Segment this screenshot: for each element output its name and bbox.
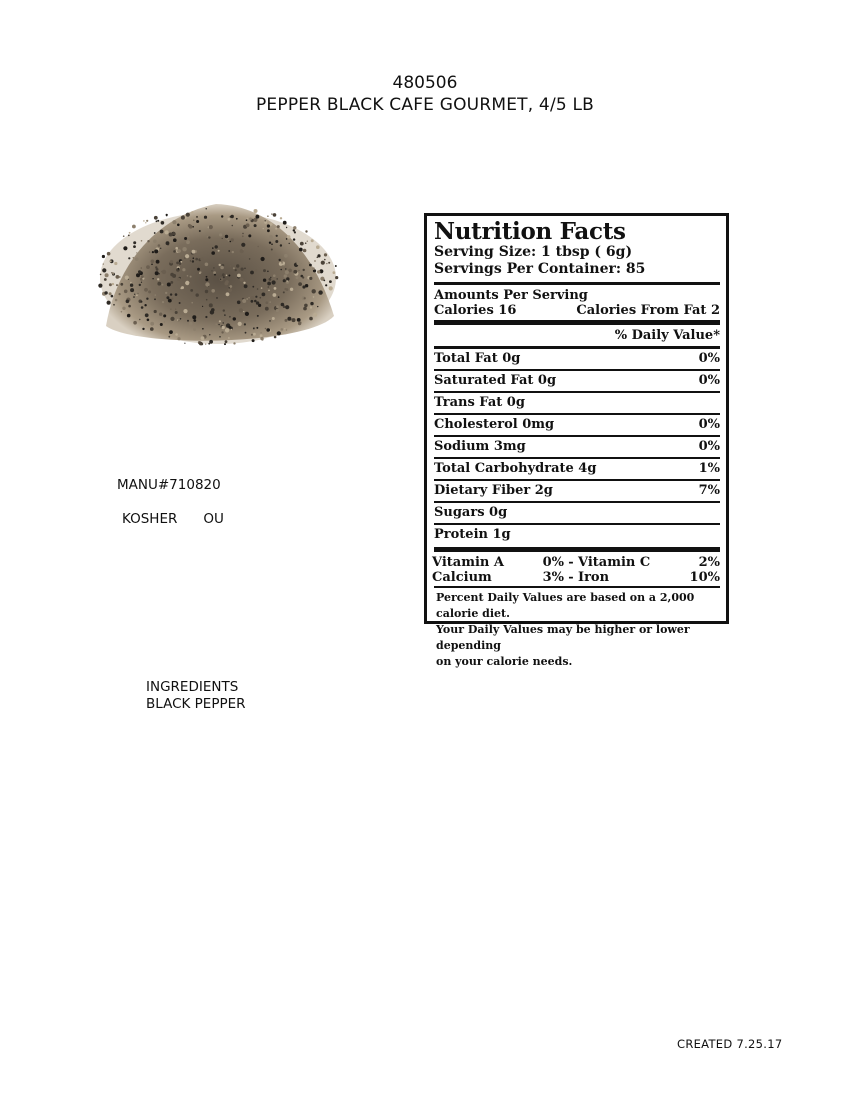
product-code: 480506 bbox=[392, 73, 458, 93]
nutrient-row bbox=[434, 437, 720, 459]
ingredients-list: BLACK PEPPER bbox=[146, 696, 246, 712]
nutrient-row bbox=[434, 349, 720, 371]
nutrient-label: Total Carbohydrate 4g bbox=[434, 461, 597, 476]
vitamin-pct: 0% bbox=[542, 555, 564, 570]
calories: Calories 16 bbox=[434, 303, 517, 318]
ingredients-heading: INGREDIENTS bbox=[146, 679, 239, 695]
black-pepper-pile-image bbox=[76, 176, 358, 404]
kosher-label: KOSHER bbox=[122, 511, 178, 527]
vitamin-separator: - bbox=[568, 555, 574, 570]
amounts-per-serving: Amounts Per Serving bbox=[434, 288, 588, 303]
footnote-line: Your Daily Values may be higher or lower depending bbox=[436, 623, 690, 652]
vitamin-label: Vitamin A bbox=[432, 555, 504, 570]
serving-size: Serving Size: 1 tbsp ( 6g) bbox=[434, 244, 633, 260]
divider bbox=[434, 320, 720, 325]
nutrient-pct: 1% bbox=[698, 461, 720, 476]
nutrient-row bbox=[434, 525, 720, 545]
nutrient-label: Sugars 0g bbox=[434, 505, 508, 520]
vitamin-separator: - bbox=[568, 570, 574, 585]
nutrient-row bbox=[434, 481, 720, 503]
nutrient-row bbox=[434, 459, 720, 481]
nutrient-row bbox=[434, 503, 720, 525]
nutrition-title: Nutrition Facts bbox=[434, 218, 626, 245]
nutrient-pct: 0% bbox=[698, 351, 720, 366]
nutrient-label: Trans Fat 0g bbox=[434, 395, 525, 410]
kosher-certification: OU bbox=[203, 511, 224, 527]
nutrient-label: Sodium 3mg bbox=[434, 439, 526, 454]
nutrient-pct: 0% bbox=[698, 373, 720, 388]
divider bbox=[434, 282, 720, 285]
nutrient-label: Saturated Fat 0g bbox=[434, 373, 557, 388]
calories-from-fat: Calories From Fat 2 bbox=[576, 303, 720, 318]
footnote-line: on your calorie needs. bbox=[436, 655, 573, 668]
vitamin-label: Vitamin C bbox=[578, 555, 651, 570]
nutrient-row bbox=[434, 415, 720, 437]
calories-row bbox=[434, 303, 720, 318]
vitamin-pct: 3% bbox=[542, 570, 564, 585]
vitamin-row bbox=[432, 570, 720, 585]
daily-value-header: % Daily Value* bbox=[614, 328, 720, 343]
vitamin-label: Iron bbox=[578, 570, 610, 585]
vitamin-pct: 10% bbox=[689, 570, 720, 585]
nutrient-row bbox=[434, 371, 720, 393]
nutrient-pct: 0% bbox=[698, 417, 720, 432]
kosher-info bbox=[122, 511, 224, 527]
nutrient-pct: 0% bbox=[698, 439, 720, 454]
nutrient-label: Cholesterol 0mg bbox=[434, 417, 555, 432]
vitamin-pct: 2% bbox=[698, 555, 720, 570]
vitamin-row bbox=[432, 555, 720, 570]
nutrient-pct: 7% bbox=[698, 483, 720, 498]
manufacturer-number: MANU#710820 bbox=[117, 477, 221, 493]
page-header bbox=[0, 72, 850, 116]
created-date: CREATED 7.25.17 bbox=[677, 1037, 783, 1051]
divider bbox=[434, 586, 720, 588]
servings-per-container: Servings Per Container: 85 bbox=[434, 261, 646, 277]
footnote bbox=[436, 590, 720, 670]
divider bbox=[434, 547, 720, 552]
product-title: PEPPER BLACK CAFE GOURMET, 4/5 LB bbox=[255, 95, 595, 115]
vitamin-label: Calcium bbox=[432, 570, 492, 585]
nutrient-label: Total Fat 0g bbox=[434, 351, 521, 366]
nutrient-label: Protein 1g bbox=[434, 527, 511, 542]
nutrient-row bbox=[434, 393, 720, 415]
footnote-line: Percent Daily Values are based on a 2,000 calorie diet. bbox=[436, 591, 695, 620]
nutrition-facts-label bbox=[424, 213, 729, 668]
nutrient-rows bbox=[434, 349, 720, 545]
ingredients-section bbox=[146, 679, 246, 713]
nutrient-label: Dietary Fiber 2g bbox=[434, 483, 553, 498]
